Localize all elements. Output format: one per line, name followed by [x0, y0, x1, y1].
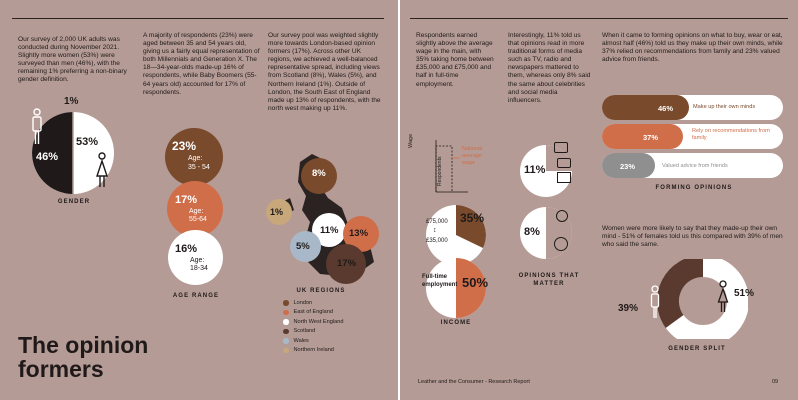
gender-split-men-value: 39% — [618, 303, 639, 314]
male-figure-icon — [649, 285, 661, 321]
wage-axis-label: Wage — [408, 133, 414, 148]
traditional-media-value: 11% — [524, 164, 546, 176]
gender-caption: GENDER — [57, 199, 91, 205]
legend-item — [283, 327, 343, 337]
region-wales-value: 5% — [296, 241, 310, 252]
legend-dot — [283, 338, 289, 344]
age-55-64-pct: 17% — [175, 194, 198, 206]
gender-intro-text: Our survey of 2,000 UK adults was conducted during November 2021. Slightly more women (53%) were surveyed than men (46%), with the remaining 1% preferring a non-binary gender definition. — [18, 36, 127, 84]
bar-fill-own-minds — [602, 95, 689, 120]
legend-label: Scotland — [293, 328, 316, 335]
income-band-pct: 35% — [460, 211, 485, 225]
bar-friends-pct: 23% — [620, 162, 636, 171]
gender-men-value: 46% — [36, 151, 59, 163]
top-rule — [410, 18, 788, 19]
bar-friends-label: Valued advice from friends — [662, 163, 728, 169]
influencer-icon — [554, 237, 568, 251]
gender-split-chart — [658, 259, 748, 339]
region-east-value: 13% — [349, 228, 369, 239]
legend-label: London — [293, 299, 313, 306]
forming-caption: FORMING OPINIONS — [655, 185, 733, 191]
age-caption: AGE RANGE — [172, 293, 220, 299]
title-line-2: formers — [18, 356, 104, 382]
region-nw-value: 11% — [320, 225, 339, 236]
age-35-54-pct: 23% — [172, 139, 197, 153]
gender-split-text: Women were more likely to say that they made-up their own mind - 51% of females told us this compared with 39% of men who said the same. — [602, 225, 783, 249]
celebrity-icon — [556, 210, 568, 222]
legend-item — [283, 298, 343, 308]
page-number: 09 — [772, 379, 779, 385]
income-band-bottom: £35,000 — [426, 238, 448, 244]
legend-item — [283, 308, 343, 318]
region-ni-value: 1% — [270, 207, 284, 217]
page-title — [18, 333, 148, 381]
male-figure-icon — [30, 108, 44, 148]
legend-dot — [283, 300, 289, 306]
age-18-34-pct: 16% — [175, 243, 198, 255]
legend-dot — [283, 329, 289, 335]
age-intro-text: A majority of respondents (23%) were aged between 35 and 54 years old, giving us a fairly equal representation of both Millennials and Generation X. The 18—34-year-olds made-up 16% of respondents, while Baby Boomers (55-64 years old) accounted for 17% of respondents. — [143, 32, 260, 96]
newspaper-icon — [557, 172, 571, 183]
legend-label: Wales — [293, 337, 309, 344]
legend-label: North West England — [293, 318, 344, 325]
age-35-54-label: Age: — [188, 155, 203, 162]
opinions-caption: OPINIONS THAT MATTER — [518, 273, 580, 287]
legend-item — [283, 346, 343, 356]
legend-label: East of England — [293, 309, 333, 316]
bar-family-label: Rely on recommendations from family — [692, 128, 770, 141]
bar-own-minds-pct: 46% — [658, 104, 674, 113]
left-page — [0, 0, 398, 400]
regions-legend — [283, 298, 343, 355]
fulltime-pct: 50% — [462, 275, 489, 290]
income-band-top: £75,000 — [426, 219, 448, 225]
radio-icon — [557, 158, 571, 168]
female-figure-icon — [94, 152, 110, 190]
gender-split-men-ring — [668, 266, 703, 322]
age-18-34-label: Age: — [190, 257, 205, 264]
legend-label: Northern Ireland — [293, 347, 334, 354]
influencers-value: 8% — [524, 226, 540, 238]
region-london-value: 17% — [337, 258, 357, 269]
gender-women-value: 53% — [76, 136, 99, 148]
regions-intro-text: Our survey pool was weighted slightly more towards London-based opinion formers (17%). Across other UK regions, we achieved a well-balanced representative spread, including views from Scotland (8%), Wales (5%), and Northern Ireland (1%). Outside of London, the South East of England made up 13% of respondents, with the north west making up 11%. — [268, 32, 381, 112]
tv-icon — [554, 142, 568, 153]
income-band-arrow-icon: ↕ — [433, 227, 437, 234]
age-55-64-range: 55-64 — [189, 216, 207, 223]
region-scotland-value: 8% — [312, 168, 326, 179]
respondents-axis-label: Respondents — [437, 156, 443, 186]
gender-split-women-value: 51% — [734, 288, 755, 299]
gender-split-caption: GENDER SPLIT — [668, 346, 726, 352]
legend-dot — [283, 348, 289, 354]
income-caption: INCOME — [440, 320, 472, 326]
right-page — [400, 0, 798, 400]
national-average-label: National average wage — [462, 146, 483, 166]
income-intro-text: Respondents earned slightly above the average wage in the main, with 35% taking home between £35,000 and £75,000 and half in full-time employment. — [416, 32, 494, 88]
bar-family-pct: 37% — [643, 133, 659, 142]
legend-item — [283, 317, 343, 327]
top-rule — [12, 18, 384, 19]
legend-dot — [283, 319, 289, 325]
legend-item — [283, 336, 343, 346]
forming-intro-text: When it came to forming opinions on what to buy, wear or eat, almost half (46%) told us they make up their own minds, while 37% relied on recommendations from family and 23% valued advice from friends. — [602, 32, 783, 64]
age-55-64-label: Age: — [189, 208, 204, 215]
title-line-1: The opinion — [18, 332, 149, 358]
footer-report-title: Leather and the Consumer - Research Report — [418, 379, 530, 385]
opinions-intro-text: Interestingly, 11% told us that opinions read in more traditional forms of media such as TV, radio and newspapers mattered to them, whereas only 8% said the same about celebrities and social media influencers. — [508, 32, 591, 104]
age-35-54-range: 35 - 54 — [188, 164, 210, 171]
age-18-34-range: 18-34 — [190, 265, 208, 272]
female-figure-icon — [716, 280, 730, 314]
legend-dot — [283, 310, 289, 316]
bar-own-minds-label: Make up their own minds — [693, 104, 756, 110]
gender-other-value: 1% — [64, 96, 79, 107]
regions-caption: UK REGIONS — [296, 288, 346, 294]
fulltime-label: Full-time employment — [422, 274, 458, 288]
